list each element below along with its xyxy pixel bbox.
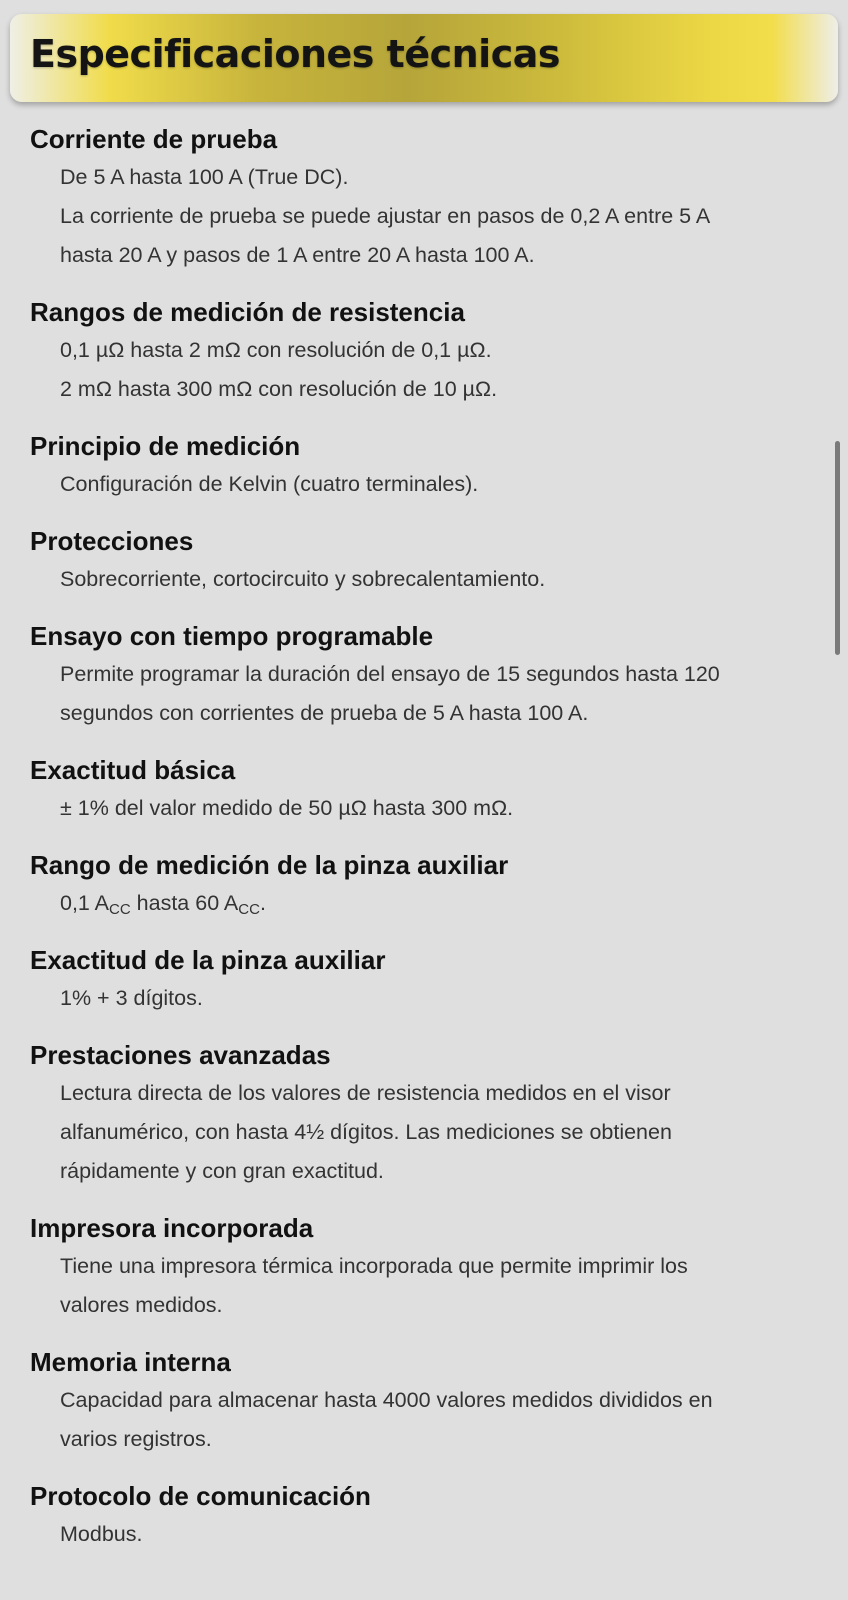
spec-line: ± 1% del valor medido de 50 µΩ hasta 300 mΩ. — [60, 796, 514, 820]
spec-section-protecciones — [30, 522, 810, 599]
spec-section-rangos-de-medicion — [30, 293, 810, 409]
spec-section-rango-pinza-auxiliar — [30, 846, 810, 923]
spec-heading: Corriente de prueba — [30, 124, 278, 154]
spec-line: segundos con corrientes de prueba de 5 A hasta 100 A. — [60, 701, 589, 725]
spec-heading: Memoria interna — [30, 1347, 231, 1377]
spec-line: Lectura directa de los valores de resistencia medidos en el visor — [60, 1081, 671, 1105]
clamp-range-min-value: 0,1 A — [60, 891, 110, 915]
spec-line: De 5 A hasta 100 A (True DC). — [60, 165, 349, 189]
spec-line: La corriente de prueba se puede ajustar en pasos de 0,2 A entre 5 A — [60, 204, 711, 228]
clamp-range-max-value: 60 A — [195, 891, 239, 915]
spec-section-impresora-incorporada — [30, 1209, 810, 1325]
spec-heading: Rangos de medición de resistencia — [30, 297, 465, 327]
spec-line: Tiene una impresora térmica incorporada que permite imprimir los — [60, 1254, 688, 1278]
spec-section-corriente-de-prueba — [30, 120, 810, 275]
spec-line: alfanumérico, con hasta 4½ dígitos. Las mediciones se obtienen — [60, 1120, 672, 1144]
spec-heading: Prestaciones avanzadas — [30, 1040, 331, 1070]
spec-heading: Exactitud básica — [30, 755, 236, 785]
spec-heading: Protocolo de comunicación — [30, 1481, 371, 1511]
spec-line: 2 mΩ hasta 300 mΩ con resolución de 10 µΩ. — [60, 377, 498, 401]
spec-line: Modbus. — [60, 1522, 143, 1546]
clamp-range-line — [60, 884, 810, 923]
spec-heading: Exactitud de la pinza auxiliar — [30, 945, 386, 975]
spec-line: 0,1 µΩ hasta 2 mΩ con resolución de 0,1 µΩ. — [60, 338, 492, 362]
spec-heading: Principio de medición — [30, 431, 301, 461]
spec-line: Capacidad para almacenar hasta 4000 valores medidos divididos en — [60, 1388, 713, 1412]
spec-line: valores medidos. — [60, 1293, 223, 1317]
scrollbar-thumb[interactable] — [835, 441, 840, 655]
spec-line: varios registros. — [60, 1427, 212, 1451]
spec-section-memoria-interna — [30, 1343, 810, 1459]
spec-section-exactitud-basica — [30, 751, 810, 828]
spec-section-protocolo-comunicacion — [30, 1477, 810, 1554]
spec-line: rápidamente y con gran exactitud. — [60, 1159, 384, 1183]
spec-section-prestaciones-avanzadas — [30, 1036, 810, 1191]
spec-section-principio-de-medicion — [30, 427, 810, 504]
spec-section-exactitud-pinza — [30, 941, 810, 1018]
spec-line: hasta 20 A y pasos de 1 A entre 20 A hasta 100 A. — [60, 243, 535, 267]
header-banner — [10, 14, 838, 102]
spec-line: Sobrecorriente, cortocircuito y sobrecalentamiento. — [60, 567, 546, 591]
spec-heading: Impresora incorporada — [30, 1213, 314, 1243]
spec-line: Configuración de Kelvin (cuatro terminales). — [60, 472, 479, 496]
spec-list — [30, 120, 810, 1572]
spec-heading: Rango de medición de la pinza auxiliar — [30, 850, 509, 880]
spec-heading: Ensayo con tiempo programable — [30, 621, 434, 651]
unit-subscript: CC — [109, 901, 131, 918]
spec-heading: Protecciones — [30, 526, 194, 556]
spec-section-ensayo-programable — [30, 617, 810, 733]
unit-subscript: CC — [238, 901, 260, 918]
clamp-range-end: . — [259, 891, 266, 915]
spec-line: Permite programar la duración del ensayo de 15 segundos hasta 120 — [60, 662, 720, 686]
page-title: Especificaciones técnicas — [30, 32, 560, 76]
spec-line: 1% + 3 dígitos. — [60, 986, 203, 1010]
clamp-range-joiner: hasta — [130, 891, 196, 915]
